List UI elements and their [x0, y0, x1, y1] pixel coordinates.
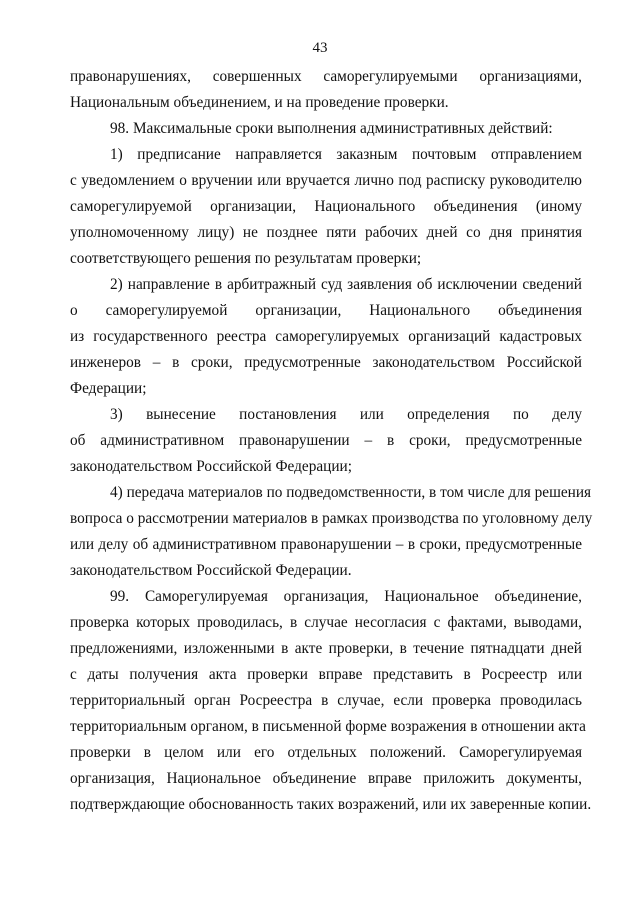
text-line: с даты получения акта проверки вправе представить в Росреестр или: [70, 666, 582, 683]
text-line: соответствующего решения по результатам проверки;: [70, 250, 422, 267]
text-line: Национальным объединением, и на проведение проверки.: [70, 94, 449, 111]
page-number: 43: [312, 40, 328, 56]
text-line: Федерации;: [70, 380, 147, 397]
text-line: из государственного реестра саморегулируемых организаций кадастровых: [70, 328, 582, 345]
text-line: правонарушениях, совершенных саморегулируемыми организациями,: [70, 68, 582, 85]
text-line: о саморегулируемой организации, Национального объединения: [70, 302, 582, 319]
text-line: инженеров – в сроки, предусмотренные законодательством Российской: [70, 354, 582, 371]
text-line: 1) предписание направляется заказным почтовым отправлением: [110, 146, 582, 163]
text-line: саморегулируемой организации, Национального объединения (иному: [70, 198, 582, 215]
text-line: уполномоченному лицу) не позднее пяти рабочих дней со дня принятия: [70, 224, 582, 241]
text-line: проверка которых проводилась, в случае несогласия с фактами, выводами,: [70, 614, 582, 631]
text-line: предложениями, изложенными в акте проверки, в течение пятнадцати дней: [70, 640, 582, 657]
document-body: [70, 64, 593, 818]
text-line: или делу об административном правонарушении – в сроки, предусмотренные: [70, 536, 582, 553]
text-line: организация, Национальное объединение вправе приложить документы,: [70, 770, 582, 787]
text-line: 2) направление в арбитражный суд заявления об исключении сведений: [110, 276, 582, 293]
text-line: 98. Максимальные сроки выполнения административных действий:: [110, 120, 553, 137]
text-line: вопроса о рассмотрении материалов в рамках производства по уголовному делу: [70, 510, 593, 527]
text-line: 3) вынесение постановления или определения по делу: [110, 406, 582, 423]
text-line: законодательством Российской Федерации.: [70, 562, 352, 579]
text-line: об административном правонарушении – в сроки, предусмотренные: [70, 432, 582, 449]
text-line: законодательством Российской Федерации;: [70, 458, 352, 475]
text-line: территориальным органом, в письменной форме возражения в отношении акта: [70, 718, 586, 735]
text-line: подтверждающие обоснованность таких возражений, или их заверенные копии.: [70, 796, 592, 813]
text-line: 4) передача материалов по подведомственности, в том числе для решения: [110, 484, 592, 501]
text-line: 99. Саморегулируемая организация, Национальное объединение,: [110, 588, 582, 605]
text-line: территориальный орган Росреестра в случае, если проверка проводилась: [70, 692, 582, 709]
text-line: с уведомлением о вручении или вручается лично под расписку руководителю: [70, 172, 582, 189]
text-line: проверки в целом или его отдельных положений. Саморегулируемая: [70, 744, 582, 761]
